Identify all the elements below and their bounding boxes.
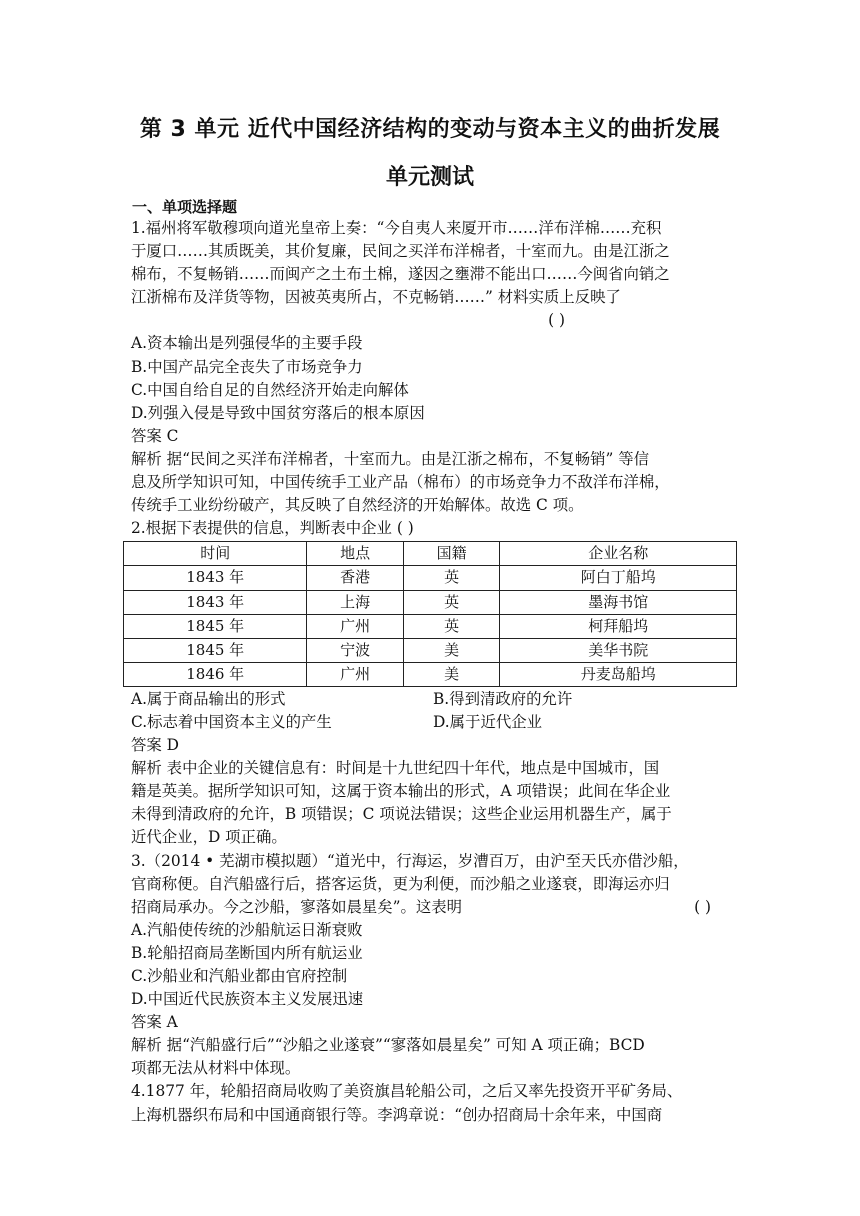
question-2 bbox=[131, 517, 741, 849]
table-cell: 美 bbox=[403, 662, 500, 686]
question-stem-line bbox=[131, 896, 741, 919]
question-stem-line: 于厦口……其质既美，其价复廉，民间之买洋布洋棉者，十室而九。由是江浙之 bbox=[131, 242, 670, 261]
analysis-line: 解析 据“民间之买洋布洋棉者，十室而九。由是江浙之棉布，不复畅销” 等信 bbox=[131, 449, 650, 468]
table-header-cell: 企业名称 bbox=[500, 542, 737, 566]
option-c: C.沙船业和汽船业都由官府控制 bbox=[131, 967, 348, 985]
analysis-line: 未得到清政府的允许，B 项错误；C 项说法错误；这些企业运用机器生产，属于 bbox=[131, 805, 672, 824]
section-heading: 一、单项选择题 bbox=[132, 198, 238, 216]
table-cell: 广州 bbox=[307, 614, 404, 638]
table-cell: 广州 bbox=[307, 662, 404, 686]
answer-blank: ( ) bbox=[694, 897, 711, 916]
analysis-line: 解析 据“汽船盛行后”“沙船之业遂衰”“寥落如晨星矣” 可知 A 项正确；BCD bbox=[131, 1036, 645, 1055]
document-subtitle: 单元测试 bbox=[385, 165, 474, 190]
option-b: B.得到清政府的允许 bbox=[433, 689, 573, 708]
option-row bbox=[131, 711, 741, 734]
answer-line: 答案 D bbox=[131, 736, 180, 755]
question-stem-line: 江浙棉布及洋货等物，因被英夷所占，不克畅销……” 材料实质上反映了 bbox=[131, 288, 621, 307]
document-title: 第 3 单元 近代中国经济结构的变动与资本主义的曲折发展 bbox=[139, 117, 721, 142]
question-1 bbox=[131, 217, 741, 517]
option-c: C.中国自给自足的自然经济开始走向解体 bbox=[131, 380, 409, 399]
table-cell: 香港 bbox=[307, 566, 404, 590]
table-row bbox=[124, 566, 737, 590]
table-cell: 英 bbox=[403, 590, 500, 614]
table-cell: 1845 年 bbox=[124, 614, 307, 638]
question-stem-line: 官商称便。自汽船盛行后，搭客运货，更为利便，而沙船之业遂衰，即海运亦归 bbox=[131, 874, 670, 893]
question-stem-line: 4.1877 年，轮船招商局收购了美资旗昌轮船公司，之后又率先投资开平矿务局、 bbox=[131, 1082, 683, 1101]
analysis-line: 解析 表中企业的关键信息有：时间是十九世纪四十年代，地点是中国城市，国 bbox=[131, 759, 660, 778]
question-4 bbox=[131, 1080, 741, 1126]
table-cell: 英 bbox=[403, 566, 500, 590]
table-header-cell: 时间 bbox=[124, 542, 307, 566]
option-d: D.中国近代民族资本主义发展迅速 bbox=[131, 990, 364, 1009]
option-c: C.标志着中国资本主义的产生 bbox=[131, 712, 332, 731]
enterprise-table bbox=[123, 541, 737, 687]
option-a: A.资本输出是列强侵华的主要手段 bbox=[131, 334, 363, 353]
table-cell: 柯拜船坞 bbox=[500, 614, 737, 638]
table-cell: 墨海书馆 bbox=[500, 590, 737, 614]
table-cell: 1846 年 bbox=[124, 662, 307, 686]
table-cell: 美 bbox=[403, 638, 500, 662]
option-a: A.汽船使传统的沙船航运日渐衰败 bbox=[131, 920, 363, 939]
table-cell: 宁波 bbox=[307, 638, 404, 662]
table-cell: 1845 年 bbox=[124, 638, 307, 662]
table-row bbox=[124, 590, 737, 614]
question-stem-line: 1.福州将军敬穆项向道光皇帝上奏：“今自夷人来厦开市……洋布洋棉……充积 bbox=[131, 219, 662, 237]
analysis-line: 息及所学知识可知，中国传统手工业产品（棉布）的市场竞争力不敌洋布洋棉， bbox=[131, 473, 670, 492]
table-cell: 1843 年 bbox=[124, 566, 307, 590]
table-header-row bbox=[124, 542, 737, 566]
question-content bbox=[131, 217, 741, 1127]
table-header-cell: 地点 bbox=[307, 542, 404, 566]
table-row bbox=[124, 662, 737, 686]
analysis-line: 传统手工业纷纷破产，其反映了自然经济的开始解体。故选 C 项。 bbox=[131, 496, 584, 515]
answer-line: 答案 C bbox=[131, 426, 179, 445]
question-stem-line: 上海机器织布局和中国通商银行等。李鸿章说：“创办招商局十余年来，中国商 bbox=[131, 1105, 663, 1124]
table-cell: 丹麦岛船坞 bbox=[500, 662, 737, 686]
question-stem-line: 棉布，不复畅销……而闽产之土布土棉，遂因之壅滞不能出口……今闽省向销之 bbox=[131, 265, 670, 284]
question-stem-line: 3.（2014 • 芜湖市模拟题）“道光中，行海运，岁漕百万，由沪至天氏亦借沙船， bbox=[131, 851, 689, 870]
option-b: B.中国产品完全丧失了市场竞争力 bbox=[131, 357, 363, 376]
table-row bbox=[124, 614, 737, 638]
table-cell: 阿白丁船坞 bbox=[500, 566, 737, 590]
analysis-line: 项都无法从材料中体现。 bbox=[131, 1059, 301, 1078]
option-b: B.轮船招商局垄断国内所有航运业 bbox=[131, 943, 363, 962]
answer-blank: ( ) bbox=[548, 311, 565, 330]
option-a: A.属于商品输出的形式 bbox=[131, 689, 286, 708]
option-row bbox=[131, 688, 741, 711]
table-cell: 上海 bbox=[307, 590, 404, 614]
option-d: D.属于近代企业 bbox=[433, 712, 543, 731]
question-stem-line: 2.根据下表提供的信息，判断表中企业 ( ) bbox=[131, 519, 414, 538]
table-row bbox=[124, 638, 737, 662]
table-cell: 美华书院 bbox=[500, 638, 737, 662]
analysis-line: 近代企业，D 项正确。 bbox=[131, 828, 287, 847]
table-cell: 英 bbox=[403, 614, 500, 638]
question-stem-text: 招商局承办。今之沙船，寥落如晨星矣”。这表明 bbox=[131, 897, 463, 916]
option-d: D.列强入侵是导致中国贫穷落后的根本原因 bbox=[131, 403, 425, 422]
answer-line: 答案 A bbox=[131, 1013, 178, 1032]
table-header-cell: 国籍 bbox=[403, 542, 500, 566]
analysis-line: 籍是英美。据所学知识可知，这属于资本输出的形式，A 项错误；此间在华企业 bbox=[131, 782, 671, 801]
question-3 bbox=[131, 850, 741, 1081]
table-cell: 1843 年 bbox=[124, 590, 307, 614]
